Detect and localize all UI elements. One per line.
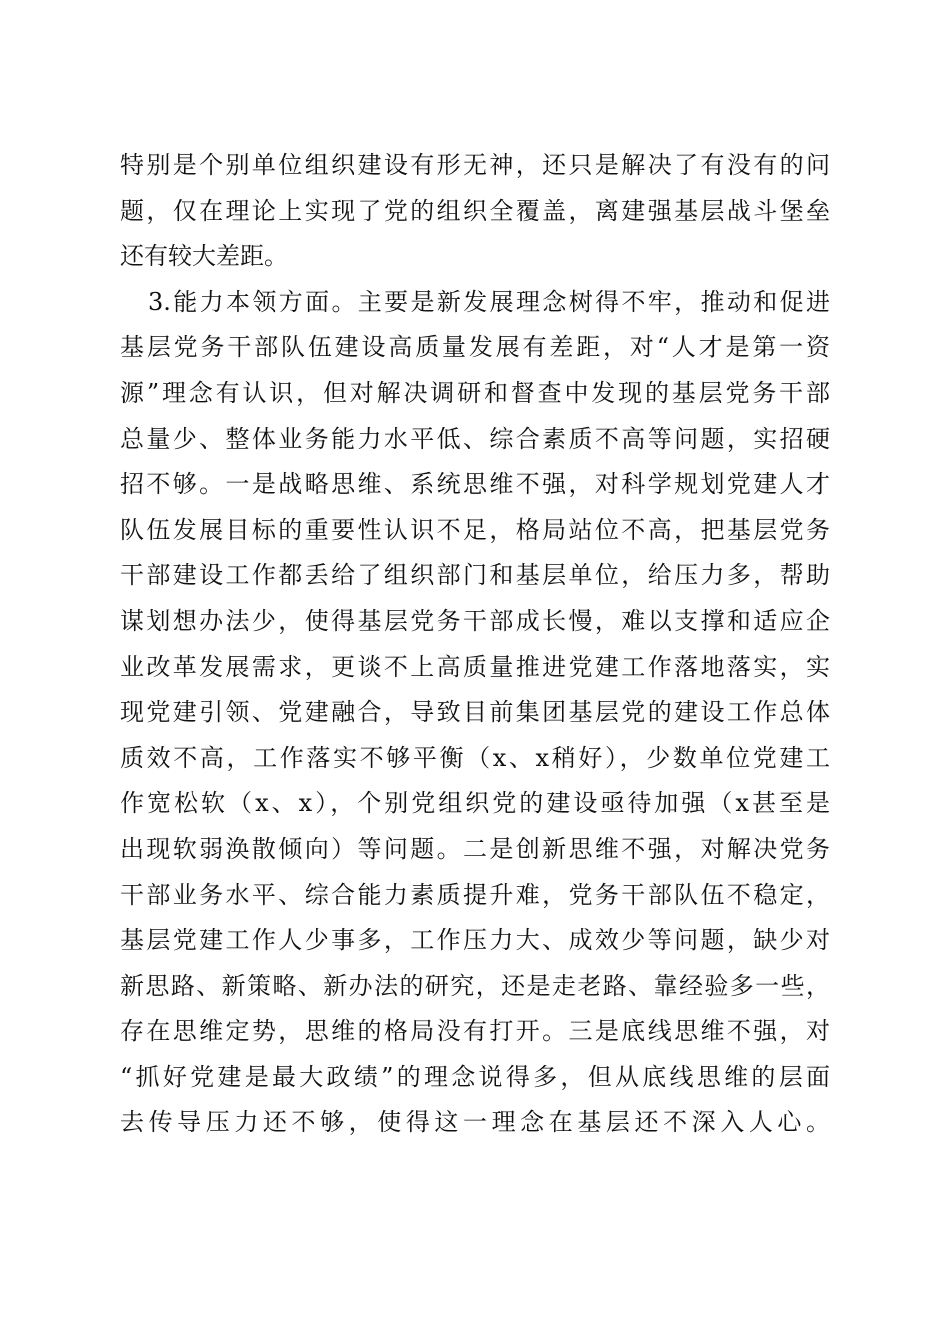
text-line: 特别是个别单位组织建设有形无神，还只是解决了有没有的问 [120,151,830,179]
text-line: 还有较大差距。 [120,242,288,271]
text-line: 基层党务干部队伍建设高质量发展有差距，对“人才是第一资 [120,333,830,362]
text-line: 业改革发展需求，更谈不上高质量推进党建工作落地落实，实 [120,652,830,681]
text-line: 干部建设工作都丢给了组织部门和基层单位，给压力多，帮助 [120,561,830,590]
text-line: 出现软弱涣散倾向）等问题。二是创新思维不强，对解决党务 [120,834,830,863]
text-line: 作宽松软（x、x），个别党组织党的建设亟待加强（x甚至是 [120,789,830,818]
text-line: 存在思维定势，思维的格局没有打开。三是底线思维不强，对 [120,1017,830,1046]
text-line: 总量少、整体业务能力水平低、综合素质不高等问题，实招硬 [120,424,830,453]
text-line: 质效不高，工作落实不够平衡（x、x稍好），少数单位党建工 [120,743,830,772]
text-line: 新思路、新策略、新办法的研究，还是走老路、靠经验多一些， [120,971,830,1000]
text-line: 题，仅在理论上实现了党的组织全覆盖，离建强基层战斗堡垒 [120,196,830,225]
text-line: 源”理念有认识，但对解决调研和督查中发现的基层党务干部 [120,378,830,407]
paragraph-2 [120,280,830,1237]
text-line [120,1146,830,1192]
text-line: 去传导压力还不够，使得这一理念在基层还不深入人心。 [120,1108,830,1137]
text-line: 队伍发展目标的重要性认识不足，格局站位不高，把基层党务 [120,515,830,544]
text-line: 基层党建工作人少事多，工作压力大、成效少等问题，缺少对 [120,926,830,955]
text-line: 现党建引领、党建融合，导致目前集团基层党的建设工作总体 [120,698,830,727]
text-line: 3.能力本领方面。主要是新发展理念树得不牢，推动和促进 [148,287,830,316]
text-line: 干部业务水平、综合能力素质提升难，党务干部队伍不稳定， [120,880,830,909]
text-line [120,1192,830,1238]
text-line: “抓好党建是最大政绩”的理念说得多，但从底线思维的层面 [120,1062,830,1091]
paragraph-1 [120,143,830,280]
text-line: 谋划想办法少，使得基层党务干部成长慢，难以支撑和适应企 [120,606,830,635]
document-body [120,143,830,1237]
text-line: 招不够。一是战略思维、系统思维不强，对科学规划党建人才 [120,470,830,499]
